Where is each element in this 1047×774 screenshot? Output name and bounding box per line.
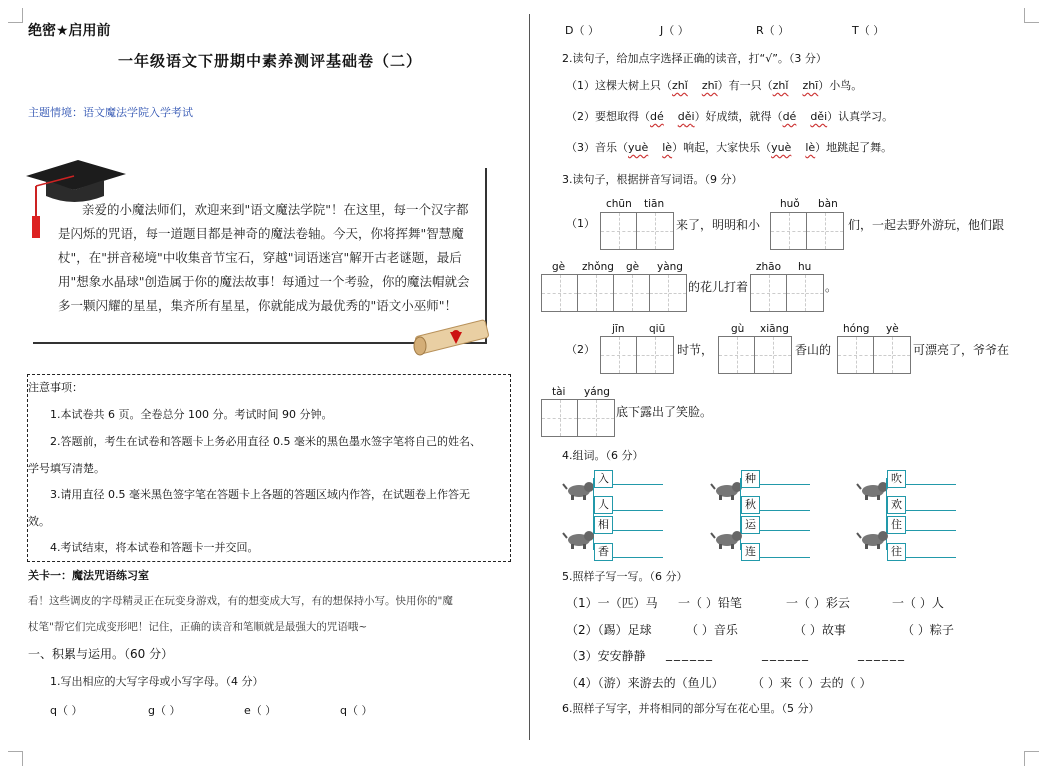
answer-line[interactable] <box>906 530 956 531</box>
pinyin-label: chūn <box>606 198 632 210</box>
story-text: 亲爱的小魔法师们，欢迎来到"语文魔法学院"！在这里，每一个汉字都是闪烁的咒语，每一道题目都是神奇的魔法卷轴。今天，你将挥舞"智慧魔杖"，在"拼音秘境"中收集音节宝石，穿越"词语迷宫"解开古老谜题，最后用"想象水晶球"创造属于你的魔法故事！每通过一个考验，你的魔法帽就会多一颗闪耀的星星，集齐所有星星，你就能成为最优秀的"语文小巫师"！ <box>58 202 470 313</box>
letter-blank[interactable]: T（ ） <box>852 24 885 37</box>
section1-title: 一、积累与运用。（60 分） <box>28 647 174 661</box>
fill-blank[interactable]: ______ <box>858 647 906 661</box>
fill-blank[interactable]: 一（ ）人 <box>892 596 944 610</box>
answer-line[interactable] <box>906 510 956 511</box>
fill-blank[interactable]: 一（ ）彩云 <box>786 596 850 610</box>
question-2: 2.读句子，给加点字选择正确的读音，打“√”。（3 分） <box>562 52 827 65</box>
question-5: 5.照样子写一写。（6 分） <box>562 570 688 583</box>
character-box: 运 <box>741 516 760 534</box>
letter-blank[interactable]: J（ ） <box>660 24 689 37</box>
pinyin-label: zhāo <box>756 261 782 273</box>
character-box: 香 <box>594 543 613 561</box>
pinyin-label: huǒ <box>780 198 800 210</box>
pinyin-sentence: （2）要想取得（dé děi）好成绩，就得（dé děi）认真学习。 <box>566 110 894 123</box>
pinyin-label: jīn <box>612 323 625 335</box>
character-box: 住 <box>887 516 906 534</box>
answer-line[interactable] <box>906 557 956 558</box>
scroll-icon <box>410 316 500 358</box>
fill-blank[interactable]: （ ）音乐 <box>686 623 738 637</box>
sentence-text: 可漂亮了，爷爷在 <box>913 343 1010 357</box>
letter-blank[interactable]: q（ ） <box>340 704 373 717</box>
fill-blank[interactable]: 一（ ）铅笔 <box>678 596 742 610</box>
puppy-icon <box>856 527 890 549</box>
pinyin-label: bàn <box>818 198 838 210</box>
item-number: （1） <box>566 217 595 230</box>
example-item: （2）（踢）足球 <box>566 623 652 637</box>
secret-label: 绝密★启用前 <box>28 23 111 39</box>
letter-blank[interactable]: g（ ） <box>148 704 181 717</box>
pinyin-label: yè <box>886 323 899 335</box>
fill-blank[interactable]: （ ）粽子 <box>902 623 954 637</box>
answer-line[interactable] <box>613 484 663 485</box>
answer-line[interactable] <box>613 557 663 558</box>
writing-grid[interactable] <box>600 336 674 374</box>
fill-blank[interactable]: （ ）故事 <box>794 623 846 637</box>
fill-blank[interactable]: ______ <box>666 647 714 661</box>
fill-blank[interactable]: ______ <box>762 647 810 661</box>
pinyin-label: gè <box>552 261 566 273</box>
sentence-text: 的花儿打着 <box>688 280 749 294</box>
level1-intro: 看！这些调皮的字母精灵正在玩变身游戏，有的想变成大写，有的想保持小写。快用你的"魔 <box>28 595 453 607</box>
item-number: （2） <box>566 343 595 356</box>
letter-blank[interactable]: D（ ） <box>565 24 599 37</box>
answer-line[interactable] <box>760 484 810 485</box>
sentence-text: 时节， <box>677 343 714 357</box>
character-box: 秋 <box>741 496 760 514</box>
writing-grid[interactable] <box>541 274 687 312</box>
pinyin-label: hóng <box>843 323 870 335</box>
question-1: 1.写出相应的大写字母或小写字母。（4 分） <box>50 675 264 688</box>
notes-item: 1.本试卷共 6 页。全卷总分 100 分。考试时间 90 分钟。 <box>50 408 333 421</box>
pinyin-label: qiū <box>649 323 666 335</box>
answer-line[interactable] <box>906 484 956 485</box>
question-4: 4.组词。（6 分） <box>562 449 644 462</box>
fill-blank[interactable]: （ ）来（ ）去的（ ） <box>752 676 872 690</box>
writing-grid[interactable] <box>600 212 674 250</box>
answer-line[interactable] <box>613 510 663 511</box>
notes-item: 2.答题前，考生在试卷和答题卡上务必用直径 0.5 毫米的黑色墨水签字笔将自己的姓名、 <box>50 435 481 448</box>
answer-line[interactable] <box>760 530 810 531</box>
puppy-icon <box>562 527 596 549</box>
column-divider <box>529 14 530 740</box>
pinyin-label: tài <box>552 386 566 398</box>
notes-item: 4.考试结束，将本试卷和答题卡一并交回。 <box>50 541 259 554</box>
crop-mark <box>8 8 23 23</box>
level1-intro: 杖笔"帮它们完成变形吧！记住，正确的读音和笔顺就是最强大的咒语哦~ <box>28 621 368 633</box>
character-box: 相 <box>594 516 613 534</box>
level1-title: 关卡一：魔法咒语练习室 <box>28 569 149 582</box>
crop-mark <box>1024 751 1039 766</box>
writing-grid[interactable] <box>718 336 792 374</box>
pinyin-sentence: （1）这棵大树上只（zhǐ zhī）有一只（zhǐ zhī）小鸟。 <box>566 79 863 92</box>
pinyin-label: tiān <box>644 198 665 210</box>
letter-blank[interactable]: q（ ） <box>50 704 83 717</box>
notes-item: 学号填写清楚。 <box>28 462 105 475</box>
crop-mark <box>1024 8 1039 23</box>
sentence-text: 底下露出了笑脸。 <box>616 405 713 419</box>
pinyin-sentence: （3）音乐（yuè lè）响起，大家快乐（yuè lè）地跳起了舞。 <box>566 141 893 154</box>
character-box: 种 <box>741 470 760 488</box>
sentence-text: 香山的 <box>795 343 832 357</box>
sentence-text: 来了，明明和小 <box>676 218 761 232</box>
sentence-text: 们，一起去野外游玩，他们跟 <box>848 218 1005 232</box>
character-box: 人 <box>594 496 613 514</box>
puppy-icon <box>562 478 596 500</box>
example-item: （4）（游）来游去的（鱼儿） <box>566 676 724 690</box>
answer-line[interactable] <box>613 530 663 531</box>
question-3: 3.读句子，根据拼音写词语。（9 分） <box>562 173 743 186</box>
writing-grid[interactable] <box>770 212 844 250</box>
puppy-icon <box>710 527 744 549</box>
question-6: 6.照样子写字，并将相同的部分写在花心里。（5 分） <box>562 702 820 715</box>
example-item: （1）一（匹）马 <box>566 596 658 610</box>
writing-grid[interactable] <box>541 399 615 437</box>
pinyin-label: zhǒng <box>582 261 614 273</box>
pinyin-label: gè <box>626 261 640 273</box>
answer-line[interactable] <box>760 557 810 558</box>
pinyin-label: gù <box>731 323 745 335</box>
character-box: 欢 <box>887 496 906 514</box>
character-box: 吹 <box>887 470 906 488</box>
character-box: 入 <box>594 470 613 488</box>
example-item: （3）安安静静 <box>566 649 646 663</box>
answer-line[interactable] <box>760 510 810 511</box>
page-title: 一年级语文下册期中素养测评基础卷（二） <box>118 52 423 70</box>
puppy-icon <box>856 478 890 500</box>
pinyin-label: yàng <box>657 261 683 273</box>
pinyin-label: yáng <box>584 386 610 398</box>
crop-mark <box>8 751 23 766</box>
letter-blank[interactable]: e（ ） <box>244 704 277 717</box>
notes-item: 效。 <box>28 515 50 528</box>
writing-grid[interactable] <box>750 274 824 312</box>
puppy-icon <box>710 478 744 500</box>
theme-label: 主题情境：语文魔法学院入学考试 <box>28 106 193 119</box>
writing-grid[interactable] <box>837 336 911 374</box>
pinyin-label: hu <box>798 261 812 273</box>
character-box: 连 <box>741 543 760 561</box>
character-box: 往 <box>887 543 906 561</box>
pinyin-label: xiāng <box>760 323 789 335</box>
sentence-text: 。 <box>825 280 838 294</box>
letter-blank[interactable]: R（ ） <box>756 24 790 37</box>
notes-item: 3.请用直径 0.5 毫米黑色签字笔在答题卡上各题的答题区域内作答，在试题卷上作答无 <box>50 488 470 501</box>
notes-title: 注意事项： <box>28 381 83 394</box>
